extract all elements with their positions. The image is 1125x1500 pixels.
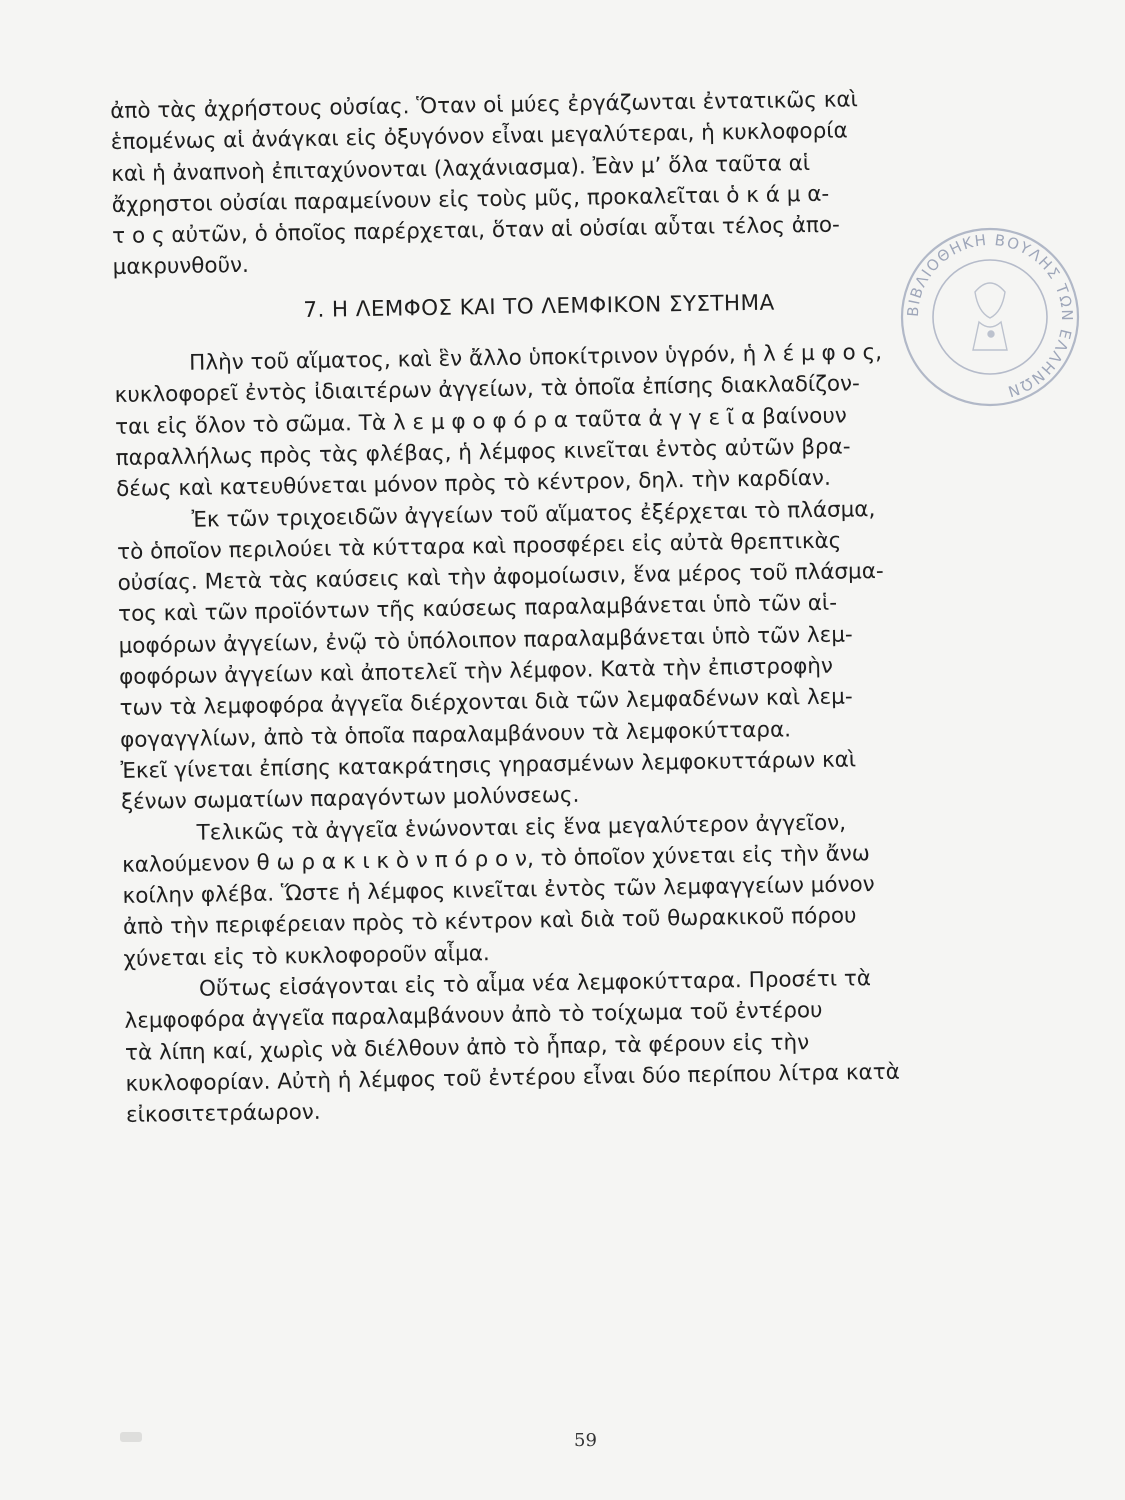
text-line: λεμφοφόρα ἀγγεῖα παραλαμβάνουν ἀπὸ τὸ τοίχωμα τοῦ ἐντέρου bbox=[124, 998, 823, 1035]
text-line: φογαγγλίων, ἀπὸ τὰ ὁποῖα παραλαμβάνουν τὰ λεμφοκύτταρα. bbox=[119, 717, 792, 753]
text-line: ἄχρηστοι οὐσίαι παραμείνουν εἰς τοὺς μῦς, προκαλεῖται ὁ κ ά μ α- bbox=[111, 181, 830, 218]
svg-text:ΒΙΒΛΙΟΘΗΚΗ ΒΟΥΛΗΣ ΤΩΝ ΕΛΛΗΝΩΝ bbox=[904, 231, 1076, 401]
text-line: Ἐκ τῶν τριχοειδῶν ἀγγείων τοῦ αἵματος ἐξέρχεται τὸ πλάσμα, bbox=[191, 496, 876, 533]
text-line: ἑπομένως αἱ ἀνάγκαι εἰς ὀξυγόνον εἶναι μεγαλύτεραι, ἡ κυκλοφορία bbox=[110, 118, 848, 156]
text-line: μακρυνθοῦν. bbox=[112, 253, 250, 281]
text-line: των τὰ λεμφοφόρα ἀγγεῖα διέρχονται διὰ τῶν λεμφαδένων καὶ λεμ- bbox=[119, 684, 853, 722]
text-line: Οὕτως εἰσάγονται εἰς τὸ αἷμα νέα λεμφοκύτταρα. Προσέτι τὰ bbox=[198, 966, 872, 1002]
text-line: δέως καὶ κατευθύνεται μόνον πρὸς τὸ κέντρον, δηλ. τὴν καρδίαν. bbox=[115, 465, 832, 503]
text-line: χύνεται εἰς τὸ κυκλοφοροῦν αἷμα. bbox=[123, 940, 490, 972]
text-line: καλούμενον θ ω ρ α κ ι κ ὸ ν π ό ρ ο ν, τὸ ὁποῖον χύνεται εἰς τὴν ἄνω bbox=[121, 840, 870, 878]
text-line: ἀπὸ τὴν περιφέρειαν πρὸς τὸ κέντρον καὶ διὰ τοῦ θωρακικοῦ πόρου bbox=[122, 903, 857, 941]
text-line: Τελικῶς τὰ ἀγγεῖα ἑνώνονται εἰς ἕνα μεγαλύτερον ἀγγεῖον, bbox=[196, 810, 847, 846]
library-stamp bbox=[895, 222, 1085, 412]
text-line: τὰ λίπη καί, χωρὶς νὰ διέλθουν ἀπὸ τὸ ἧπαρ, τὰ φέρουν εἰς τὴν bbox=[124, 1029, 810, 1066]
text-line: τος καὶ τῶν προϊόντων τῆς καύσεως παραλαμβάνεται ὑπὸ τῶν αἱ- bbox=[117, 591, 838, 628]
stamp-text: ΒΙΒΛΙΟΘΗΚΗ ΒΟΥΛΗΣ ΤΩΝ ΕΛΛΗΝΩΝ bbox=[903, 230, 1077, 401]
text-line: ἀπὸ τὰς ἀχρήστους οὐσίας. Ὅταν οἱ μύες ἐργάζωνται ἐντατικῶς καὶ bbox=[110, 87, 859, 124]
text-line: Ἐκεῖ γίνεται ἐπίσης κατακράτησις γηρασμένων λεμφοκυττάρων καὶ bbox=[120, 747, 857, 784]
section-heading: 7. Η ΛΕΜΦΟΣ ΚΑΙ ΤΟ ΛΕΜΦΙΚΟΝ ΣΥΣΤΗΜΑ bbox=[303, 290, 775, 323]
text-line: καὶ ἡ ἀναπνοὴ ἐπιταχύνονται (λαχάνιασμα). Ἐὰν μ’ ὅλα ταῦτα αἱ bbox=[111, 150, 811, 187]
text-line: ξένων σωματίων παραγόντων μολύνσεως. bbox=[120, 782, 580, 816]
text-line: τὸ ὁποῖον περιλούει τὰ κύτταρα καὶ προσφέρει εἰς αὐτὰ θρεπτικὰς bbox=[116, 528, 842, 565]
text-line: οὐσίας. Μετὰ τὰς καύσεις καὶ τὴν ἀφομοίωσιν, ἕνα μέρος τοῦ πλάσμα- bbox=[117, 559, 884, 597]
stamp-figure-icon bbox=[973, 283, 1007, 350]
text-line: Πλὴν τοῦ αἵματος, καὶ ἓν ἄλλο ὑποκίτρινον ὑγρόν, ἡ λ έ μ φ ο ς, bbox=[189, 339, 883, 376]
text-line: ται εἰς ὅλον τὸ σῶμα. Τὰ λ ε μ φ ο φ ό ρ α ταῦτα ἀ γ γ ε ῖ α βαίνουν bbox=[115, 403, 847, 440]
text-line: μοφόρων ἀγγείων, ἐνῷ τὸ ὑπόλοιπον παραλαμβάνεται ὑπὸ τῶν λεμ- bbox=[118, 622, 853, 659]
page-number: 59 bbox=[574, 1430, 597, 1451]
text-line: κυκλοφορίαν. Αὐτὴ ἡ λέμφος τοῦ ἐντέρου εἶναι δύο περίπου λίτρα κατὰ bbox=[125, 1059, 901, 1097]
text-line: κυκλοφορεῖ ἐντὸς ἰδιαιτέρων ἀγγείων, τὰ ὁποῖα ἐπίσης διακλαδίζον- bbox=[114, 371, 861, 409]
text-line: παραλλήλως πρὸς τὰς φλέβας, ἡ λέμφος κινεῖται ἐντὸς αὐτῶν βρα- bbox=[115, 434, 851, 471]
text-line: φοφόρων ἀγγείων καὶ ἀποτελεῖ τὴν λέμφον. Κατὰ τὴν ἐπιστροφὴν bbox=[118, 653, 834, 690]
text-line: εἰκοσιτετράωρον. bbox=[125, 1100, 321, 1129]
text-line: κοίλην φλέβα. Ὥστε ἡ λέμφος κινεῖται ἐντὸς τῶν λεμφαγγείων μόνον bbox=[122, 872, 875, 910]
text-line: τ ο ς αὐτῶν, ὁ ὁποῖος παρέρχεται, ὅταν αἱ οὐσίαι αὗται τέλος ἀπο- bbox=[112, 212, 840, 250]
scan-smudge bbox=[120, 1432, 142, 1442]
